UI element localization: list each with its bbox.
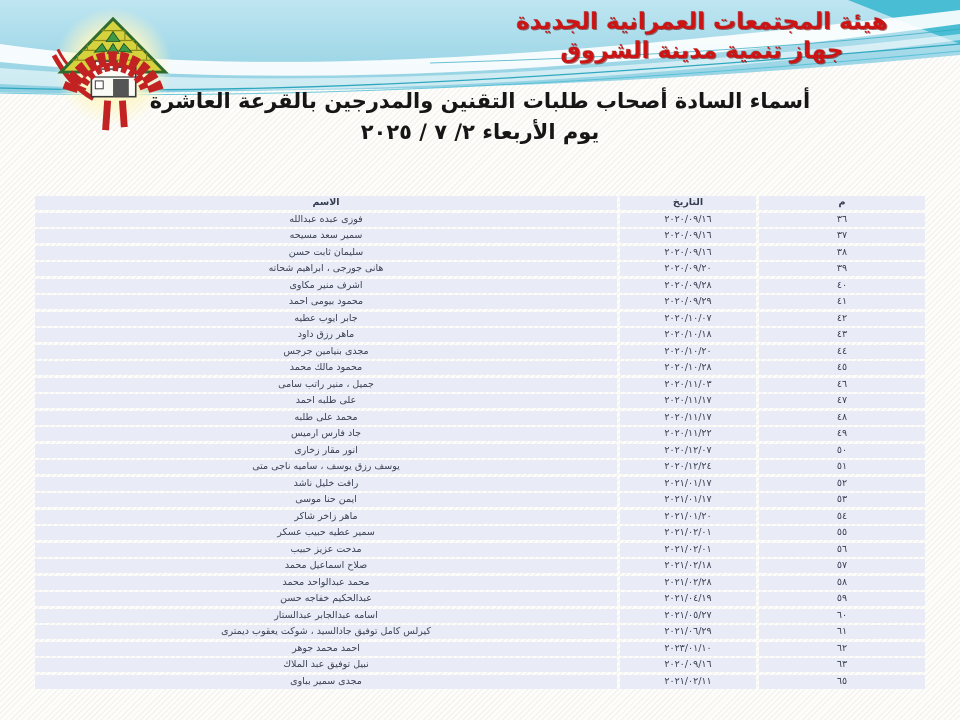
table-row	[35, 642, 925, 656]
name-cell: رافت خليل ناشد	[35, 477, 617, 491]
serial-cell: ٦٣	[759, 658, 925, 672]
date-cell: ٢٠٢١/٠١/١٧	[620, 493, 756, 507]
serial-cell: ٤٩	[759, 427, 925, 441]
serial-cell: ٦٥	[759, 675, 925, 689]
serial-cell: ٤٣	[759, 328, 925, 342]
name-cell: مجدى بنيامين جرجس	[35, 345, 617, 359]
date-cell: ٢٠٢٠/١٠/١٨	[620, 328, 756, 342]
serial-cell: ٣٩	[759, 262, 925, 276]
date-cell: ٢٠٢٠/٠٩/١٦	[620, 246, 756, 260]
name-cell: سمير عطيه حبيب عسكر	[35, 526, 617, 540]
date-cell: ٢٠٢١/٠٢/٠١	[620, 526, 756, 540]
serial-cell: ٤٦	[759, 378, 925, 392]
serial-cell: ٣٧	[759, 229, 925, 243]
serial-cell: ٤٠	[759, 279, 925, 293]
date-cell: ٢٠٢٠/١٠/٢٠	[620, 345, 756, 359]
table-row	[35, 576, 925, 590]
table-row	[35, 295, 925, 309]
lottery-names-table	[35, 196, 925, 691]
serial-cell: ٥٢	[759, 477, 925, 491]
name-cell: نبيل توفيق عبد الملاك	[35, 658, 617, 672]
table-row	[35, 378, 925, 392]
serial-cell: ٥٧	[759, 559, 925, 573]
date-cell: ٢٠٢٠/٠٩/١٦	[620, 229, 756, 243]
org-name-block	[472, 8, 932, 66]
table-row	[35, 493, 925, 507]
date-cell: ٢٠٢٠/٠٩/٢٠	[620, 262, 756, 276]
table-row	[35, 213, 925, 227]
date-cell: ٢٠٢٠/١١/١٧	[620, 411, 756, 425]
table-body	[35, 213, 925, 689]
table-row	[35, 609, 925, 623]
name-cell: سليمان ثابت حسن	[35, 246, 617, 260]
table-row	[35, 559, 925, 573]
name-cell: عبدالحكيم خفاجه حسن	[35, 592, 617, 606]
page-title	[100, 86, 860, 148]
date-cell: ٢٠٢٠/١١/٢٢	[620, 427, 756, 441]
serial-cell: ٥٦	[759, 543, 925, 557]
table-row	[35, 543, 925, 557]
date-cell: ٢٠٢١/٠٤/١٩	[620, 592, 756, 606]
name-cell: هانى جورجى ، ابراهيم شحاته	[35, 262, 617, 276]
serial-cell: ٥٠	[759, 444, 925, 458]
serial-cell: ٥٥	[759, 526, 925, 540]
name-cell: كيرلس كامل توفيق جادالسيد ، شوكت يعقوب ديمترى	[35, 625, 617, 639]
name-cell: محمود بيومى احمد	[35, 295, 617, 309]
page-title-line1: أسماء السادة أصحاب طلبات التقنين والمدرجين بالقرعة العاشرة	[149, 89, 811, 113]
name-column-header: الاسم	[35, 196, 617, 210]
date-cell: ٢٠٢١/٠١/٢٠	[620, 510, 756, 524]
date-cell: ٢٠٢١/٠٢/٠١	[620, 543, 756, 557]
name-cell: محمد على طلبه	[35, 411, 617, 425]
date-cell: ٢٠٢٠/٠٩/٢٩	[620, 295, 756, 309]
name-cell: ماهر زاخر شاكر	[35, 510, 617, 524]
table-row	[35, 526, 925, 540]
date-cell: ٢٠٢٠/٠٩/١٦	[620, 658, 756, 672]
org-name-line1: هيئة المجتمعات العمرانية الجديدة	[516, 9, 888, 35]
table-row	[35, 262, 925, 276]
serial-cell: ٦١	[759, 625, 925, 639]
table-row	[35, 427, 925, 441]
table-row	[35, 361, 925, 375]
table-row	[35, 460, 925, 474]
serial-cell: ٣٨	[759, 246, 925, 260]
date-cell: ٢٠٢٠/٠٩/١٦	[620, 213, 756, 227]
serial-cell: ٤٧	[759, 394, 925, 408]
serial-cell: ٥٩	[759, 592, 925, 606]
table-row	[35, 328, 925, 342]
table-row	[35, 592, 925, 606]
table-header-row	[35, 196, 925, 210]
serial-cell: ٤٤	[759, 345, 925, 359]
table-row	[35, 279, 925, 293]
table-row	[35, 246, 925, 260]
name-cell: يوسف رزق يوسف ، ساميه ناجى متى	[35, 460, 617, 474]
name-cell: انور مقار زخارى	[35, 444, 617, 458]
org-name-line2: جهاز تنمية مدينة الشروق	[560, 38, 844, 64]
serial-cell: ٣٦	[759, 213, 925, 227]
name-cell: ايمن حنا موسى	[35, 493, 617, 507]
serial-cell: ٥٤	[759, 510, 925, 524]
table-row	[35, 394, 925, 408]
date-cell: ٢٠٢٠/١٢/٠٧	[620, 444, 756, 458]
name-cell: ماهر رزق داود	[35, 328, 617, 342]
table-row	[35, 411, 925, 425]
serial-cell: ٥٨	[759, 576, 925, 590]
table-row	[35, 658, 925, 672]
date-cell: ٢٠٢١/٠٥/٢٧	[620, 609, 756, 623]
name-cell: على طلبه احمد	[35, 394, 617, 408]
date-cell: ٢٠٢٣/٠١/١٠	[620, 642, 756, 656]
name-cell: مجدى سمير بباوى	[35, 675, 617, 689]
serial-cell: ٤٥	[759, 361, 925, 375]
name-cell: جاد فارس ارميس	[35, 427, 617, 441]
name-cell: فوزى عبده عبدالله	[35, 213, 617, 227]
date-cell: ٢٠٢٠/١٠/٠٧	[620, 312, 756, 326]
serial-cell: ٦٢	[759, 642, 925, 656]
serial-cell: ٤٢	[759, 312, 925, 326]
name-cell: صلاح اسماعيل محمد	[35, 559, 617, 573]
table-row	[35, 675, 925, 689]
date-cell: ٢٠٢٠/١١/٠٣	[620, 378, 756, 392]
date-cell: ٢٠٢١/٠٢/١٨	[620, 559, 756, 573]
name-cell: جابر ايوب عطيه	[35, 312, 617, 326]
page-title-line2: يوم الأربعاء ٢/ ٧ / ٢٠٢٥	[360, 120, 600, 144]
date-cell: ٢٠٢٠/١٠/٢٨	[620, 361, 756, 375]
date-cell: ٢٠٢٠/١١/١٧	[620, 394, 756, 408]
serial-column-header: م	[759, 196, 925, 210]
table-row	[35, 312, 925, 326]
serial-cell: ٥٣	[759, 493, 925, 507]
name-cell: محمد عبدالواحد محمد	[35, 576, 617, 590]
name-cell: احمد محمد جوهر	[35, 642, 617, 656]
serial-cell: ٥١	[759, 460, 925, 474]
date-cell: ٢٠٢١/٠٢/١١	[620, 675, 756, 689]
name-cell: اشرف منير مكاوى	[35, 279, 617, 293]
date-cell: ٢٠٢٠/٠٩/٢٨	[620, 279, 756, 293]
date-column-header: التاريخ	[620, 196, 756, 210]
table-row	[35, 229, 925, 243]
serial-cell: ٤١	[759, 295, 925, 309]
name-cell: جميل ، منير راتب سامى	[35, 378, 617, 392]
name-cell: محمود مالك محمد	[35, 361, 617, 375]
date-cell: ٢٠٢٠/١٢/٢٤	[620, 460, 756, 474]
name-cell: مدحت عزيز حبيب	[35, 543, 617, 557]
date-cell: ٢٠٢١/٠١/١٧	[620, 477, 756, 491]
name-cell: اسامه عبدالجابر عبدالستار	[35, 609, 617, 623]
table-row	[35, 345, 925, 359]
table-row	[35, 625, 925, 639]
serial-cell: ٤٨	[759, 411, 925, 425]
table-row	[35, 510, 925, 524]
table-row	[35, 477, 925, 491]
date-cell: ٢٠٢١/٠٦/٢٩	[620, 625, 756, 639]
table-row	[35, 444, 925, 458]
name-cell: سمير سعد مسيحه	[35, 229, 617, 243]
date-cell: ٢٠٢١/٠٢/٢٨	[620, 576, 756, 590]
serial-cell: ٦٠	[759, 609, 925, 623]
